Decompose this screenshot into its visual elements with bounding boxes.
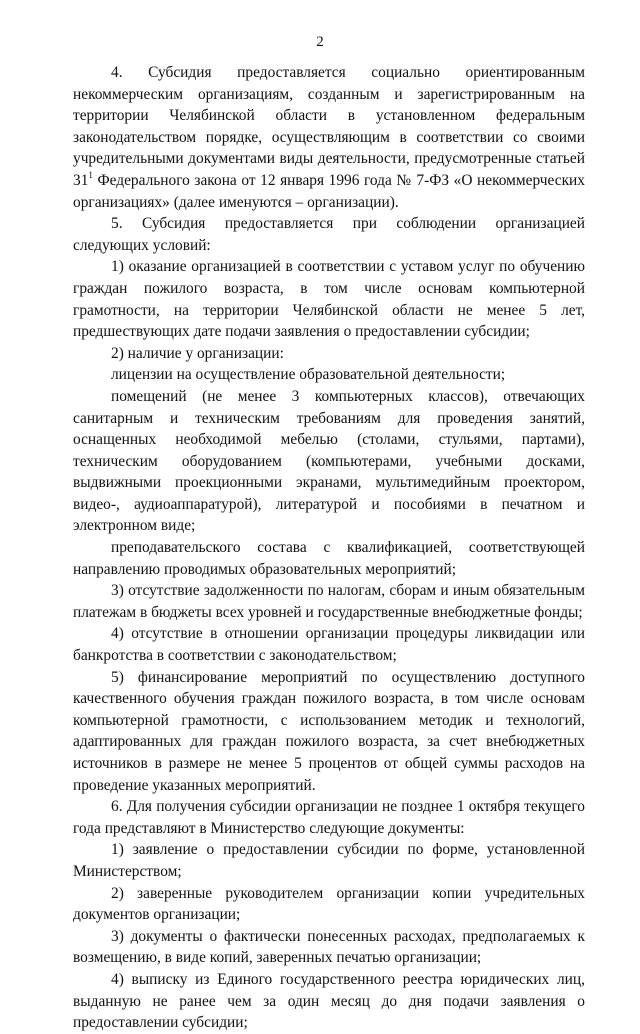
document-body — [73, 62, 585, 1034]
paragraph-5-item-2: 2) наличие у организации: — [111, 344, 284, 362]
paragraph-6-item-2: 2) заверенные руководителем организации копии учредительных документов организации; — [73, 884, 585, 924]
paragraph-5-item-1: 1) оказание организацией в соответствии с уставом услуг по обучению граждан пожилого возраста, в том числе основам компьютерной грамотности, на территории Челябинской области не менее 5 лет, предшествующих дате подачи заявления о предоставлении субсидии; — [73, 258, 585, 341]
paragraph-5-item-2-license: лицензии на осуществление образовательной деятельности; — [111, 366, 506, 384]
paragraph-4-text-cont: Федерального закона от 12 января 1996 года № 7-ФЗ «О некоммерческих организациях» (далее именуются – организации). — [73, 171, 585, 211]
page-number: 2 — [316, 34, 324, 50]
paragraph-5-item-2-staff: преподавательского состава с квалификацией, соответствующей направлению проводимых образовательных мероприятий; — [73, 539, 585, 578]
paragraph-4 — [73, 62, 585, 213]
paragraph-5-item-3: 3) отсутствие задолженности по налогам, сборам и иным обязательным платежам в бюджеты всех уровней и государственные внебюджетные фонды; — [73, 582, 585, 621]
paragraph-5-item-2-premises: помещений (не менее 3 компьютерных классов), отвечающих санитарным и техническим требованиям для проведения занятий, оснащенных необходимой мебелью (столами, стульями, партами), техническим оборудованием (компьютерами, учебными досками, выдвижными проекционными экранами, мультимедийным проектором, видео-, аудиоаппаратурой), литературой и пособиями в печатном и электронном виде; — [73, 387, 585, 535]
paragraph-5-item-4: 4) отсутствие в отношении организации процедуры ликвидации или банкротства в соответствии с законодательством; — [73, 625, 585, 665]
paragraph-6-item-4: 4) выписку из Единого государственного реестра юридических лиц, выданную не ранее чем за один месяц до дня подачи заявления о предоставлении субсидии; — [73, 970, 585, 1032]
article-superscript: 1 — [88, 169, 93, 180]
paragraph-5-item-5: 5) финансирование мероприятий по осуществлению доступного качественного обучения граждан пожилого возраста, в том числе основам компьютерной грамотности, с использованием методик и технологий, адаптированных для граждан пожилого возраста, за счет внебюджетных источников в размере не менее 5 процентов от общей суммы расходов на проведение указанных мероприятий. — [73, 668, 585, 794]
paragraph-6-item-3: 3) документы о фактически понесенных расходах, предполагаемых к возмещению, в виде копий, заверенных печатью организации; — [73, 927, 585, 967]
paragraph-5: 5. Субсидия предоставляется при соблюдении организацией следующих условий: — [73, 215, 585, 254]
paragraph-6-item-1: 1) заявление о предоставлении субсидии по форме, установленной Министерством; — [73, 841, 585, 880]
paragraph-6: 6. Для получения субсидии организации не позднее 1 октября текущего года представляют в Министерство следующие документы: — [73, 798, 585, 837]
paragraph-4-text: 4. Субсидия предоставляется социально ориентированным некоммерческим организациям, созданным и зарегистрированным на территории Челябинской области в установленном федеральным законодательством порядке, осуществляющим в соответствии со своими учредительными документами виды деятельности, предусмотренные статьей 31 — [73, 64, 585, 189]
